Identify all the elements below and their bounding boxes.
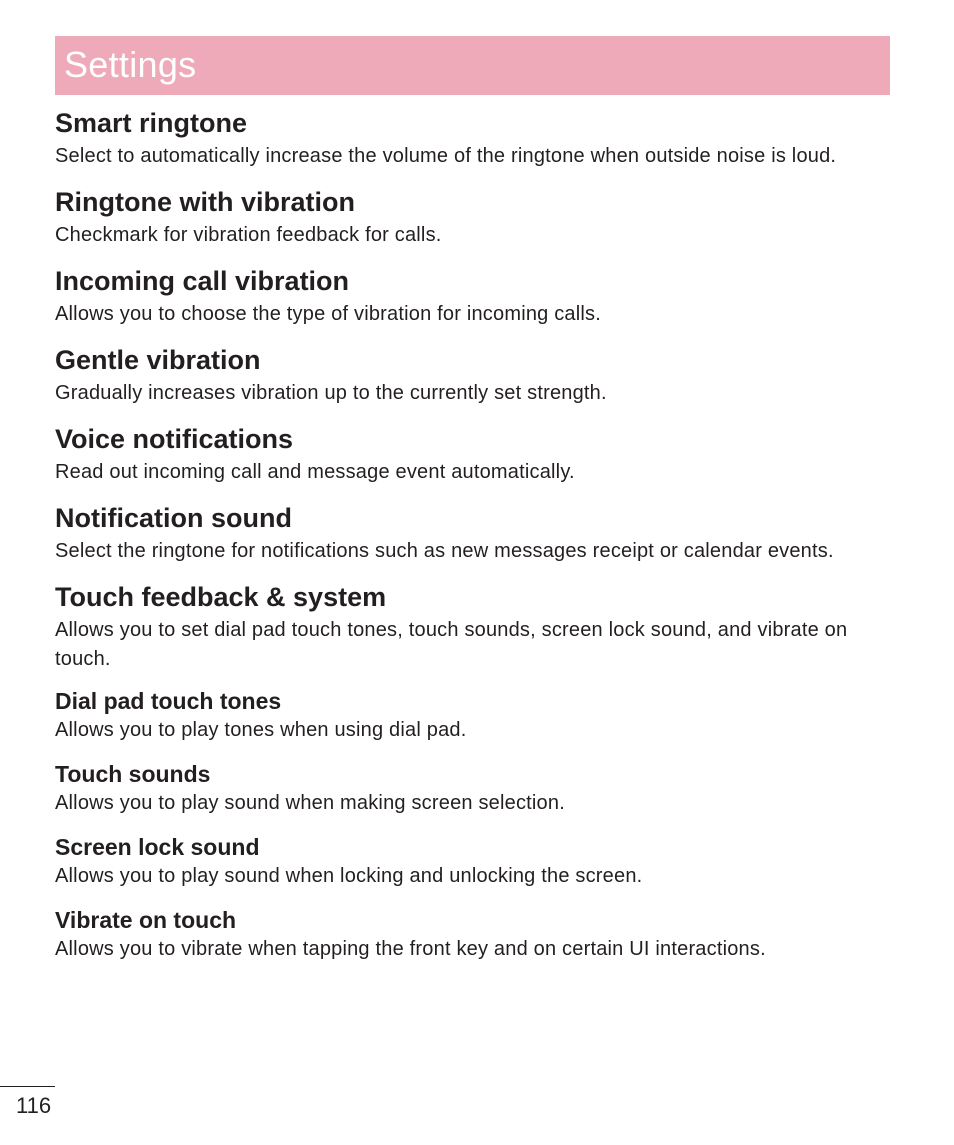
footer-rule <box>0 1086 55 1087</box>
section-description: Allows you to set dial pad touch tones, touch sounds, screen lock sound, and vibrate on touch. <box>55 619 848 670</box>
section-description: Select to automatically increase the volume of the ringtone when outside noise is loud. <box>55 145 837 167</box>
page-title: Settings <box>64 44 197 85</box>
section-smart-ringtone <box>55 106 890 171</box>
subsection-touch-sounds <box>55 759 890 818</box>
subsection-description: Allows you to play tones when using dial pad. <box>55 719 467 741</box>
section-title: Touch feedback & system <box>55 582 387 612</box>
section-title: Voice notifications <box>55 424 294 454</box>
section-header-bar <box>55 36 890 95</box>
subsection-dial-pad-touch-tones <box>55 686 890 745</box>
subsection-title: Touch sounds <box>55 761 211 787</box>
subsection-screen-lock-sound <box>55 832 890 891</box>
subsection-description: Allows you to play sound when making screen selection. <box>55 792 565 814</box>
section-description: Gradually increases vibration up to the currently set strength. <box>55 382 607 404</box>
section-incoming-call-vibration <box>55 264 890 329</box>
section-notification-sound <box>55 501 890 566</box>
section-description: Allows you to choose the type of vibration for incoming calls. <box>55 303 602 325</box>
settings-content <box>55 106 890 964</box>
subsection-title: Dial pad touch tones <box>55 688 282 714</box>
section-title: Smart ringtone <box>55 108 248 138</box>
page-number: 116 <box>16 1093 52 1118</box>
section-description: Select the ringtone for notifications such as new messages receipt or calendar events. <box>55 540 834 562</box>
section-title: Incoming call vibration <box>55 266 350 296</box>
subsection-title: Vibrate on touch <box>55 907 237 933</box>
section-title: Gentle vibration <box>55 345 261 375</box>
section-title: Ringtone with vibration <box>55 187 355 217</box>
section-description: Checkmark for vibration feedback for calls. <box>55 224 442 246</box>
section-touch-feedback-system <box>55 580 890 674</box>
subsection-title: Screen lock sound <box>55 834 260 860</box>
section-title: Notification sound <box>55 503 292 533</box>
section-description: Read out incoming call and message event automatically. <box>55 461 575 483</box>
subsection-vibrate-on-touch <box>55 905 890 964</box>
subsection-description: Allows you to vibrate when tapping the front key and on certain UI interactions. <box>55 938 766 960</box>
subsection-description: Allows you to play sound when locking and unlocking the screen. <box>55 865 643 887</box>
section-ringtone-with-vibration <box>55 185 890 250</box>
section-voice-notifications <box>55 422 890 487</box>
section-gentle-vibration <box>55 343 890 408</box>
